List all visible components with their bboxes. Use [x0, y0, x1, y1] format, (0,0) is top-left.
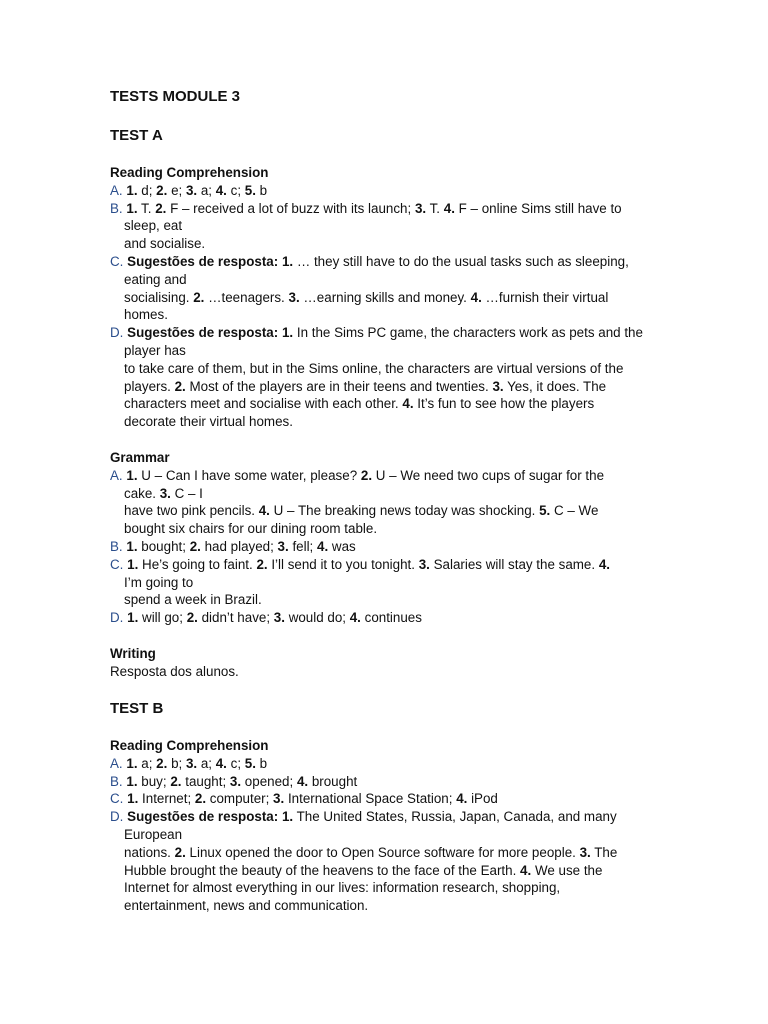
answer-number: 2.: [256, 556, 268, 572]
answer-letter: B.: [110, 773, 123, 789]
answer-number: 4.: [598, 556, 610, 572]
answer-text: U – Can I have some water, please?: [137, 467, 361, 483]
answer-number: 1.: [127, 610, 139, 626]
answer-number: Sugestões de resposta:: [127, 809, 279, 825]
answer-item: [110, 755, 662, 773]
answer-text: Yes, it does. The: [503, 378, 607, 394]
answer-text: sleep, eat: [124, 218, 183, 234]
answer-text: and socialise.: [124, 236, 206, 252]
answer-text: T.: [137, 200, 156, 216]
answer-text: have two pink pencils.: [124, 503, 259, 519]
document-title: TESTS MODULE 3: [110, 88, 241, 105]
answer-number: 5.: [244, 755, 256, 771]
answer-text: Linux opened the door to Open Source software for more people.: [185, 844, 580, 860]
answer-item-continuation: [110, 235, 662, 253]
answer-text: nations.: [124, 844, 175, 860]
answer-text: Internet for almost everything in our lives: information research, shopping,: [124, 880, 561, 896]
answer-item-continuation: [110, 360, 662, 378]
answer-item-continuation: [110, 342, 662, 360]
test-b-reading-section: [110, 737, 662, 915]
answer-text: The: [590, 844, 618, 860]
answer-number: 4.: [443, 200, 455, 216]
answer-number: 4.: [317, 538, 329, 554]
answer-text: fell;: [288, 538, 317, 554]
answer-text: c;: [226, 755, 245, 771]
answer-text: I’m going to: [124, 574, 194, 590]
test-a-title: TEST A: [110, 127, 163, 144]
answer-text: Hubble brought the beauty of the heavens to the face of the Earth.: [124, 862, 521, 878]
answer-text: spend a week in Brazil.: [124, 592, 262, 608]
answer-number: 1.: [127, 556, 139, 572]
answer-number: 3.: [414, 200, 427, 216]
answer-item-continuation: [110, 395, 662, 413]
answer-text: opened;: [241, 773, 297, 789]
answer-text: iPod: [467, 791, 498, 807]
answer-number: 1.: [126, 182, 138, 198]
answer-number: 2.: [189, 538, 201, 554]
test-a-reading-answers: [110, 182, 662, 431]
answer-text: homes.: [124, 307, 168, 323]
answer-item: [110, 324, 662, 342]
answer-text: didn’t have;: [197, 610, 274, 626]
answer-number: 2.: [155, 200, 167, 216]
answer-text: He’s going to faint.: [138, 556, 257, 572]
answer-text: taught;: [181, 773, 230, 789]
answer-text: buy;: [137, 773, 171, 789]
answer-letter: A.: [110, 182, 123, 198]
answer-letter: B.: [110, 538, 123, 554]
answer-number: Sugestões de resposta:: [127, 325, 279, 341]
test-a-grammar-heading: Grammar: [110, 450, 170, 465]
answer-item: [110, 609, 662, 627]
answer-number: 2.: [174, 844, 186, 860]
answer-number: 5.: [539, 503, 551, 519]
answer-letter: C.: [110, 791, 124, 807]
answer-number: 3.: [273, 610, 285, 626]
answer-text: a;: [197, 755, 216, 771]
answer-item: [110, 538, 662, 556]
answer-number: 2.: [193, 289, 205, 305]
answer-item-continuation: [110, 217, 662, 235]
test-a-reading-heading: Reading Comprehension: [110, 165, 269, 180]
answer-item-continuation: [110, 826, 662, 844]
answer-item-continuation: [110, 289, 662, 307]
answer-text: a;: [197, 182, 216, 198]
answer-text: F – received a lot of buzz with its launch;: [166, 200, 415, 216]
answer-text: Most of the players are in their teens and twenties.: [185, 378, 493, 394]
answer-text: e;: [167, 182, 186, 198]
answer-number: 1.: [126, 200, 138, 216]
answer-text: C – We: [550, 503, 599, 519]
answer-letter: D.: [110, 325, 124, 341]
test-a-reading-section: [110, 164, 662, 431]
answer-number: 1.: [127, 791, 139, 807]
answer-text: It’s fun to see how the players: [413, 396, 595, 412]
answer-text: International Space Station;: [284, 791, 457, 807]
answer-text: We use the: [531, 862, 603, 878]
answer-number: 3.: [159, 485, 171, 501]
answer-text: had played;: [200, 538, 278, 554]
answer-text: b: [255, 182, 268, 198]
answer-number: 4.: [470, 289, 482, 305]
answer-text: was: [328, 538, 356, 554]
test-a-writing-heading: Writing: [110, 646, 156, 661]
answer-item: [110, 467, 662, 485]
answer-number: 1.: [126, 467, 138, 483]
answer-text: d;: [137, 182, 157, 198]
answer-number: 4.: [402, 396, 414, 412]
answer-letter: D.: [110, 809, 124, 825]
answer-number: 1.: [281, 325, 294, 341]
answer-item-continuation: [110, 306, 662, 324]
test-a-writing-section: [110, 645, 662, 681]
test-a-writing-text: Resposta dos alunos.: [110, 663, 239, 679]
answer-number: 4.: [520, 862, 532, 878]
answer-number: 2.: [186, 610, 198, 626]
answer-text: … they still have to do the usual tasks such as sleeping,: [293, 253, 629, 269]
answer-letter: A.: [110, 755, 123, 771]
answer-text: U – We need two cups of sugar for the: [372, 467, 605, 483]
answer-item-continuation: [110, 502, 662, 520]
answer-number: 1.: [281, 809, 294, 825]
answer-number: 3.: [185, 182, 198, 198]
answer-item: [110, 200, 662, 218]
answer-item: [110, 556, 662, 574]
answer-number: 1.: [281, 253, 294, 269]
answer-item: [110, 773, 662, 791]
answer-text: cake.: [124, 485, 160, 501]
answer-item-continuation: [110, 485, 662, 503]
answer-text: continues: [360, 610, 422, 626]
answer-item-continuation: [110, 844, 662, 862]
answer-number: 2.: [194, 791, 207, 807]
test-b-reading-answers: [110, 755, 662, 915]
answer-text: …earning skills and money.: [299, 289, 471, 305]
answer-number: 4.: [258, 503, 270, 519]
answer-number: 3.: [579, 844, 591, 860]
answer-text: eating and: [124, 271, 187, 287]
answer-item-continuation: [110, 897, 662, 915]
answer-number: 4.: [215, 755, 227, 771]
answer-text: European: [124, 826, 183, 842]
answer-text: …teenagers.: [204, 289, 289, 305]
answer-number: 4.: [349, 610, 361, 626]
answer-number: 3.: [229, 773, 242, 789]
answer-text: C – I: [170, 485, 203, 501]
answer-number: 4.: [296, 773, 309, 789]
answer-letter: C.: [110, 253, 124, 269]
answer-text: bought six chairs for our dining room table.: [124, 521, 378, 537]
answer-number: 3.: [288, 289, 300, 305]
test-a-grammar-answers: [110, 467, 662, 627]
answer-text: entertainment, news and communication.: [124, 898, 369, 914]
answer-text: Salaries will stay the same.: [429, 556, 599, 572]
answer-text: Internet;: [138, 791, 195, 807]
answer-text: In the Sims PC game, the characters work as pets and the: [293, 325, 643, 341]
answer-text: …furnish their virtual: [481, 289, 609, 305]
answer-number: 3.: [418, 556, 430, 572]
answer-number: 1.: [126, 773, 138, 789]
answer-text: bought;: [137, 538, 190, 554]
answer-item-continuation: [110, 271, 662, 289]
answer-text: socialising.: [124, 289, 194, 305]
answer-number: 3.: [492, 378, 504, 394]
answer-item: [110, 790, 662, 808]
answer-text: F – online Sims still have to: [454, 200, 622, 216]
answer-text: U – The breaking news today was shocking.: [269, 503, 540, 519]
answer-text: computer;: [206, 791, 274, 807]
answer-number: 4.: [456, 791, 468, 807]
answer-text: decorate their virtual homes.: [124, 414, 293, 430]
answer-item-continuation: [110, 574, 662, 592]
answer-number: 2.: [170, 773, 182, 789]
answer-text: will go;: [138, 610, 187, 626]
answer-item: [110, 182, 662, 200]
answer-number: 3.: [185, 755, 198, 771]
test-b-title: TEST B: [110, 700, 164, 717]
answer-letter: D.: [110, 610, 124, 626]
answer-text: would do;: [284, 610, 350, 626]
answer-letter: A.: [110, 467, 123, 483]
answer-text: characters meet and socialise with each other.: [124, 396, 403, 412]
answer-text: players.: [124, 378, 175, 394]
answer-item-continuation: [110, 413, 662, 431]
answer-number: 1.: [126, 755, 138, 771]
answer-item: [110, 253, 662, 271]
answer-text: brought: [308, 773, 358, 789]
answer-item: [110, 808, 662, 826]
test-a-grammar-section: [110, 449, 662, 627]
answer-text: b;: [167, 755, 186, 771]
answer-number: Sugestões de resposta:: [127, 253, 279, 269]
answer-text: I’ll send it to you tonight.: [267, 556, 419, 572]
answer-number: 4.: [215, 182, 227, 198]
answer-item-continuation: [110, 879, 662, 897]
answer-text: b: [255, 755, 268, 771]
answer-text: player has: [124, 342, 186, 358]
answer-number: 2.: [174, 378, 186, 394]
answer-text: The United States, Russia, Japan, Canada, and many: [293, 809, 617, 825]
answer-number: 2.: [360, 467, 373, 483]
answer-number: 1.: [126, 538, 138, 554]
answer-item-continuation: [110, 591, 662, 609]
answer-number: 3.: [273, 791, 285, 807]
answer-text: to take care of them, but in the Sims online, the characters are virtual versions of the: [124, 360, 624, 376]
answer-letter: B.: [110, 200, 123, 216]
answer-text: a;: [137, 755, 157, 771]
answer-number: 2.: [156, 182, 168, 198]
answer-number: 3.: [277, 538, 289, 554]
answer-item-continuation: [110, 378, 662, 396]
test-b-reading-heading: Reading Comprehension: [110, 738, 269, 753]
answer-text: c;: [226, 182, 245, 198]
answer-item-continuation: [110, 520, 662, 538]
answer-item-continuation: [110, 862, 662, 880]
answer-number: 2.: [156, 755, 168, 771]
answer-text: T.: [426, 200, 444, 216]
answer-letter: C.: [110, 556, 124, 572]
answer-number: 5.: [244, 182, 256, 198]
